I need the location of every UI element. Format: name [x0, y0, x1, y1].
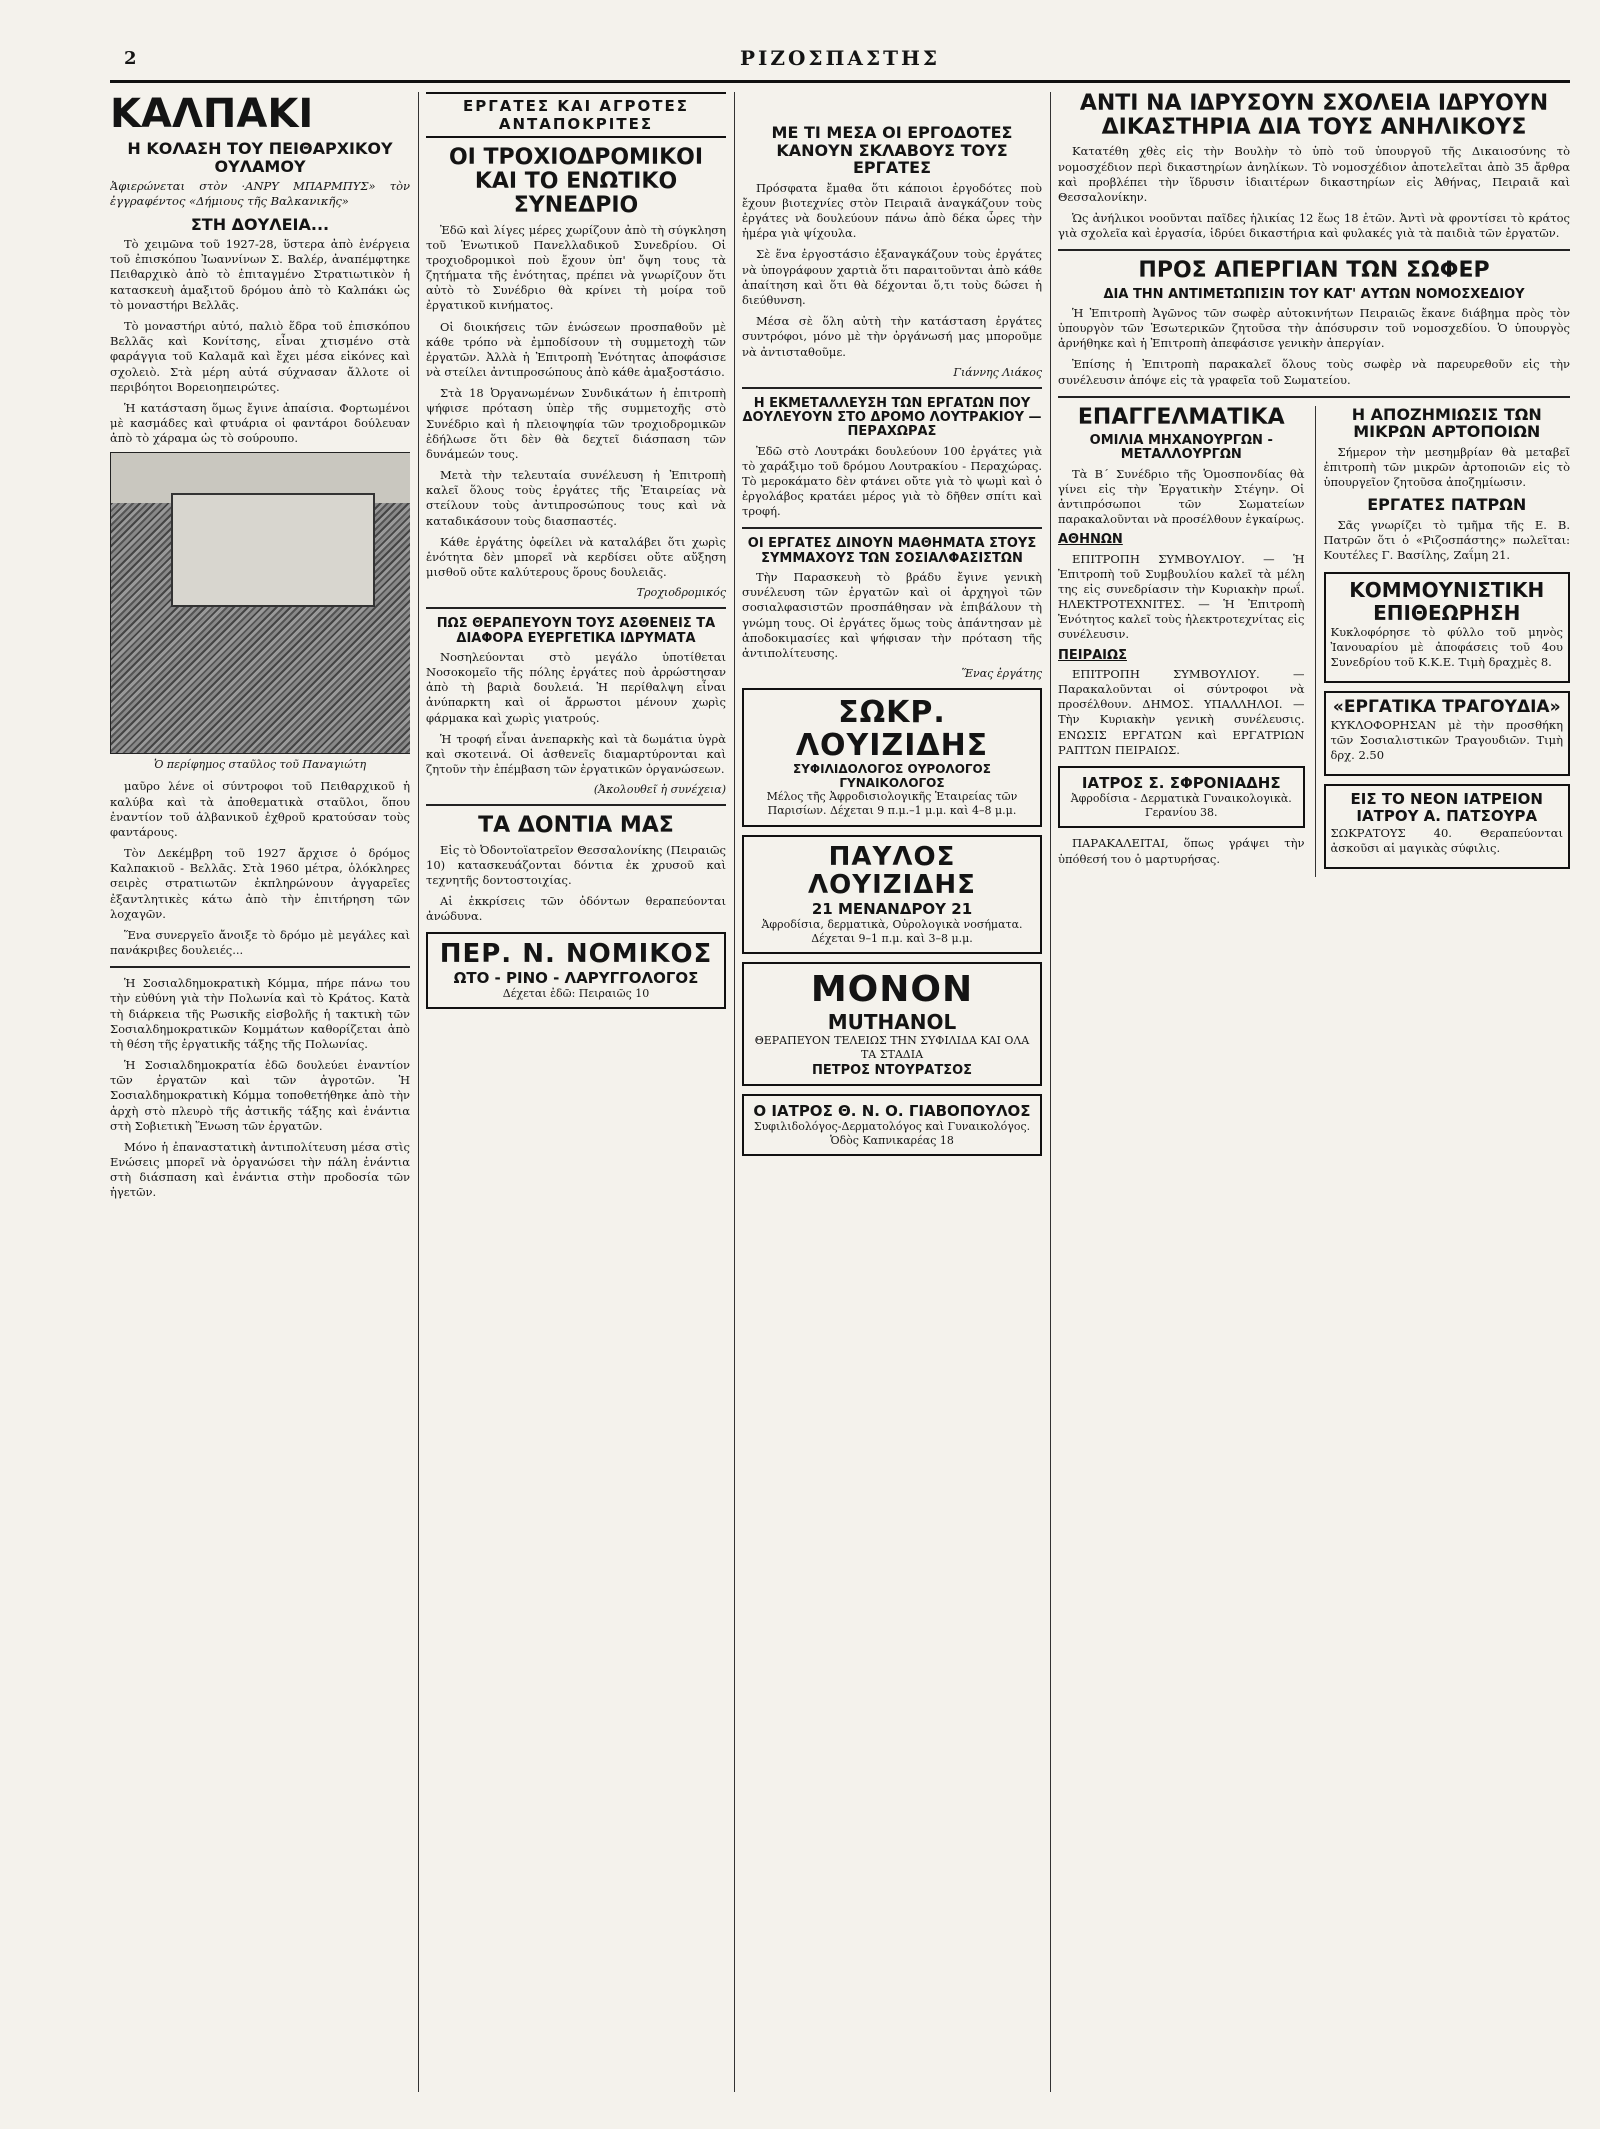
ad-text: Συφιλιδολόγος-Δερματολόγος καὶ Γυναικολόγος. Ὁδὸς Καπνικαρέας 18	[753, 1119, 1031, 1147]
article-title-hospitals: ΠΩΣ ΘΕΡΑΠΕΥΟΥΝ ΤΟΥΣ ΑΣΘΕΝΕΙΣ ΤΑ ΔΙΑΦΟΡΑ ΕΥΕΡΓΕΤΙΚΑ ΙΔΡΥΜΑΤΑ	[436, 616, 716, 646]
column-rule	[734, 92, 735, 2092]
ad-hours: Δέχεται ἐδῶ: Πειραιῶς 10	[502, 986, 650, 1000]
article-title-employers: ΜΕ ΤΙ ΜΕΣΑ ΟΙ ΕΡΓΟΔΟΤΕΣ ΚΑΝΟΥΝ ΣΚΛΑΒΟΥΣ ΤΟΥΣ ΕΡΓΑΤΕΣ	[771, 123, 1013, 178]
paragraph: Σὲ ἕνα ἐργοστάσιο ἐξαναγκάζουν τοὺς ἐργάτες νὰ ὑπογράφουν χαρτιὰ ὅτι παραιτοῦνται ἀπὸ κάθε ἀπαίτηση καὶ ὅτι θὰ δέχονται ὅ,τι τοὺς δώσει ἡ διεύθυνση.	[742, 247, 1042, 307]
signature: Γιάννης Λιάκος	[953, 365, 1042, 379]
paragraph: Τὰ Β΄ Συνέδριο τῆς Ὁμοσπονδίας θὰ γίνει εἰς τὴν Ἐργατικὴν Στέγην. Οἱ ἀντιπρόσωποι τῶν Σωματείων παρακαλοῦνται νὰ προσέλθουν ἐγκαίρως.	[1058, 466, 1305, 527]
ad-name: ΣΩΚΡ. ΛΟΥΙΖΙΔΗΣ	[795, 695, 989, 764]
advertisement-giavopoulos	[742, 1094, 1042, 1157]
ad-seller: ΠΕΤΡΟΣ ΝΤΟΥΡΑΤΣΟΣ	[811, 1062, 973, 1078]
paragraph: Μετὰ τὴν τελευταία συνέλευση ἡ Ἐπιτροπὴ καλεῖ ὅλους τοὺς ἐργάτες τῆς Ἑταιρείας νὰ στείλουν τοὺς ἀντιπροσώπους τους καὶ νὰ καταδικάσουν τοὺς διασπαστές.	[426, 468, 726, 528]
ad-headline: ΜΟΝΟΝ	[810, 969, 974, 1011]
paragraph: Σήμερον τὴν μεσημβρίαν θὰ μεταβεῖ ἐπιτροπὴ τῶν μικρῶν ἀρτοποιῶν εἰς τὸ ὑπουργεῖον ζητοῦσα ἀποζημίωσιν.	[1323, 444, 1570, 490]
paragraph: Τὸν Δεκέμβρη τοῦ 1927 ἄρχισε ὁ δρόμος Καλπακιοῦ - Βελλᾶς. Στὰ 1960 μέτρα, ὁλόκληρες σειρὲς στρατιωτῶν ἐκπληρώνουν ἀγγαρεῖες ἐξαντλητικὲς κάτω ἀπὸ τὴν ἐπιτήρηση τῶν λοχαγῶν.	[110, 846, 410, 921]
ad-brand: MUTHANOL	[827, 1010, 957, 1035]
signature: Ἕνας ἐργάτης	[961, 667, 1042, 681]
article-title-tram: ΟΙ ΤΡΟΧΙΟΔΡΟΜΙΚΟΙ ΚΑΙ ΤΟ ΕΝΩΤΙΚΟ ΣΥΝΕΔΡΙΟ	[448, 145, 704, 219]
divider	[742, 527, 1042, 529]
article-subtitle: ΔΙΑ ΤΗΝ ΑΝΤΙΜΕΤΩΠΙΣΙΝ ΤΟΥ ΚΑΤ' ΑΥΤΩΝ ΝΟΜΟΣΧΕΔΙΟΥ	[1103, 286, 1525, 302]
ad-specialty: ΣΥΦΙΛΙΔΟΛΟΓΟΣ ΟΥΡΟΛΟΓΟΣ ΓΥΝΑΙΚΟΛΟΓΟΣ	[793, 762, 991, 791]
paragraph: Ἡ Σοσιαλδημοκρατικὴ Κόμμα, πήρε πάνω του τὴν εὐθύνη γιὰ τὴν Πολωνία καὶ τὸ Κράτος. Κατὰ τὴ διάρκεια τῆς Ρωσικῆς εἰσβολῆς ἡ τακτικὴ τῶν Σοσιαλδημοκρατικῶν Κομμάτων καθορίζεται ἀπὸ τὴ θέση τῆς ἐργατικῆς τάξης τῆς Πολωνίας.	[110, 976, 410, 1051]
advertisement-muthanol	[742, 962, 1042, 1085]
article-subtitle: Η ΚΟΛΑΣΗ ΤΟΥ ΠΕΙΘΑΡΧΙΚΟΥ ΟΥΛΑΜΟΥ	[127, 139, 393, 176]
ad-text: Μέλος τῆς Ἀφροδισιολογικῆς Ἑταιρείας τῶν Παρισίων. Δέχεται 9 π.μ.–1 μ.μ. καὶ 4–8 μ.μ.	[766, 790, 1018, 818]
paragraph: Ἐδῶ καὶ λίγες μέρες χωρίζουν ἀπὸ τὴ σύγκληση τοῦ Ἑνωτικοῦ Πανελλαδικοῦ Συνεδρίου. Οἱ τροχιοδρομικοὶ ποὺ ἔχουν ὑπ' ὄψη τους τὰ ζητήματα τῆς ἑνότητας, πρέπει νὰ γνωρίζουν ὅτι αὐτὸ τὸ Συνέδριο θὰ κρίνει τὴ μοίρα τοῦ ἐργατικοῦ κινήματος.	[426, 222, 726, 313]
article-title-loutraki: Η ΕΚΜΕΤΑΛΛΕΥΣΗ ΤΩΝ ΕΡΓΑΤΩΝ ΠΟΥ ΔΟΥΛΕΥΟΥΝ ΣΤΟ ΔΡΟΜΟ ΛΟΥΤΡΑΚΙΟΥ — ΠΕΡΑΧΩΡΑΣ	[742, 395, 1042, 440]
ad-name: ΙΑΤΡΟΣ Σ. ΣΦΡΟΝΙΑΔΗΣ	[1081, 773, 1281, 792]
lower-split	[1058, 406, 1570, 877]
newspaper-name: ΡΙΖΟΣΠΑΣΤΗΣ	[739, 46, 941, 70]
article-title-workers-lessons: ΟΙ ΕΡΓΑΤΕΣ ΔΙΝΟΥΝ ΜΑΘΗΜΑΤΑ ΣΤΟΥΣ ΣΥΜΜΑΧΟΥΣ ΤΩΝ ΣΟΣΙΑΛΦΑΣΙΣΤΩΝ	[747, 536, 1037, 566]
signature: (Ἀκολουθεῖ ἡ συνέχεια)	[593, 783, 726, 797]
box-text: ΚΥΚΛΟΦΟΡΗΣΑΝ μὲ τὴν προσθήκη τῶν Σοσιαλιστικῶν Τραγουδιῶν. Τιμὴ δρχ. 2.50	[1330, 717, 1563, 762]
ad-name: ΠΑΥΛΟΣ ΛΟΥΙΖΙΔΗΣ	[808, 841, 976, 901]
advertisement-nomikos	[426, 932, 726, 1009]
column-1	[110, 92, 410, 2092]
advertisement-p-louizidis	[742, 835, 1042, 955]
paragraph: Ἐπίσης ἡ Ἐπιτροπὴ παρακαλεῖ ὅλους τοὺς σωφὲρ νὰ παρευρεθοῦν εἰς τὴν συνέλευσιν ἀπόψε εἰς τὰ γραφεῖα τοῦ Σωματείου.	[1058, 357, 1570, 387]
signature: Τροχιοδρομικός	[636, 586, 726, 600]
box-workers-songs	[1324, 691, 1571, 776]
page-number: 2	[124, 48, 137, 69]
paragraph: Οἱ διοικήσεις τῶν ἑνώσεων προσπαθοῦν μὲ κάθε τρόπο νὰ ἐμποδίσουν τὴ συμμετοχὴ τῶν ἐργατῶν. Ἀλλὰ ἡ Ἐπιτροπὴ Ἑνότητας ἀποφάσισε νὰ στείλει ἀντιπροσώπους ἀπὸ κάθε ἀμαξοστάσιο.	[426, 319, 726, 380]
ad-address: 21 ΜΕΝΑΝΔΡΟΥ 21	[811, 899, 973, 918]
notice: ΠΑΡΑΚΑΛΕΙΤΑΙ, ὅπως γράψει τὴν ὑπόθεσή του ὁ μαρτυρήσας.	[1058, 836, 1305, 866]
section-heading: ΕΠΑΓΓΕΛΜΑΤΙΚΑ	[1077, 404, 1285, 430]
divider	[426, 607, 726, 609]
city-heading: ΠΕΙΡΑΙΩΣ	[1058, 647, 1127, 663]
paragraph: Ἡ τροφή εἶναι ἀνεπαρκὴς καὶ τὰ δωμάτια ὑγρὰ καὶ σκοτεινά. Οἱ ἀσθενεῖς διαμαρτύρονται καὶ ζητοῦν τὴν ἐπέμβαση τῶν ἐργατικῶν ὀργανώσεων.	[426, 731, 726, 777]
paragraph: Κάθε ἐργάτης ὀφείλει νὰ καταλάβει ὅτι χωρὶς ἑνότητα δὲν μπορεῖ νὰ κερδίσει οὔτε αὔξηση μισθοῦ οὔτε καλύτερους ὅρους δουλειᾶς.	[426, 534, 726, 580]
article-title-teeth: ΤΑ ΔΟΝΤΙΑ ΜΑΣ	[478, 813, 674, 839]
paragraph: Στὰ 18 Ὀργανωμένων Συνδικάτων ἡ ἐπιτροπὴ ψήφισε πρόταση ὑπὲρ τῆς συμμετοχῆς στὸ Συνέδριο καὶ ἡ πλειοψηφία τῶν τροχιοδρομικῶν ἐδήλωσε ὅτι δὲν θὰ δεχτεῖ διάσπαση τῶν δυνάμεών τους.	[426, 386, 726, 461]
paragraph: Σᾶς γνωρίζει τὸ τμῆμα τῆς Ε. Β. Πατρῶν ὅτι ὁ «Ριζοσπάστης» πωλεῖται: Κουτέλες Γ. Βασίλης, Ζαΐμη 21.	[1323, 518, 1570, 563]
box-text: Κυκλοφόρησε τὸ φύλλο τοῦ μηνὸς Ἰανουαρίου μὲ ἀποφάσεις τοῦ 4ου Συνεδρίου τοῦ Κ.Κ.Ε. Τιμὴ δραχμὲς 8.	[1330, 624, 1563, 669]
box-new-clinic	[1324, 784, 1571, 869]
article-title-drivers-strike: ΠΡΟΣ ΑΠΕΡΓΙΑΝ ΤΩΝ ΣΩΦΕΡ	[1138, 258, 1490, 284]
paragraph: Μόνο ἡ ἐπαναστατικὴ ἀντιπολίτευση μέσα στὶς Ενώσεις μπορεῖ νὰ ὀργανώσει τὴν πάλη ἐνάντια στὴ διάσπαση καὶ ἐνάντια στὴν προδοσία τῶν ἡγετῶν.	[110, 1139, 410, 1200]
ad-name: Ο ΙΑΤΡΟΣ Θ. Ν. Ο. ΓΙΑΒΟΠΟΥΛΟΣ	[753, 1101, 1031, 1120]
city-heading: ΑΘΗΝΩΝ	[1058, 532, 1123, 548]
divider	[426, 804, 726, 806]
paragraph: Ὡς ἀνήλικοι νοοῦνται παῖδες ἡλικίας 12 ἕως 18 ἐτῶν. Ἀντὶ νὰ φροντίσει τὸ κράτος γιὰ σχολεῖα καὶ ἐργασία, ἱδρύει δικαστήρια καὶ φυλακές γιὰ τὰ παιδιὰ τῶν ἐργατῶν.	[1058, 211, 1570, 241]
column-rule	[418, 92, 419, 2092]
article-title-kalpaki: ΚΑΛΠΑΚΙ	[110, 92, 314, 137]
subheading: ΟΜΙΛΙΑ ΜΗΧΑΝΟΥΡΓΩΝ - ΜΕΤΑΛΛΟΥΡΓΩΝ	[1089, 432, 1273, 463]
paragraph: Ἕνα συνεργεῖο ἄνοιξε τὸ δρόμο μὲ μεγάλες καὶ πανάκριβες δουλειές...	[110, 927, 410, 958]
box-title: ΚΟΜΜΟΥΝΙΣΤΙΚΗ ΕΠΙΘΕΩΡΗΣΗ	[1349, 577, 1545, 625]
ad-name: ΠΕΡ. Ν. ΝΟΜΙΚΟΣ	[439, 939, 713, 970]
box-communist-review	[1324, 572, 1571, 684]
paragraph: Ἡ Ἐπιτροπὴ Ἀγῶνος τῶν σωφὲρ αὐτοκινήτων Πειραιῶς ἔκανε διάβημα πρὸς τὸν ὑπουργὸν τῶν Ἐσωτερικῶν ζητοῦσα τὴν ἀπόσυρσιν τοῦ νομοσχεδίου. Ὁ ὑπουργὸς ἀρνήθηκε καὶ ἡ Ἐπιτροπὴ ἀπεφάσισε γενικὴν ἀπεργίαν.	[1058, 305, 1570, 351]
professional-column	[1058, 406, 1305, 877]
column-4	[1058, 92, 1570, 2092]
divider	[742, 387, 1042, 389]
dedication: Ἀφιερώνεται στὸν ·ΑΝΡΥ ΜΠΑΡΜΠΥΣ» τὸν ἐγγραφέντος «Δήμιους τῆς Βαλκανικῆς»	[110, 179, 410, 209]
ad-specialty: ΩΤΟ - ΡΙΝΟ - ΛΑΡΥΓΓΟΛΟΓΟΣ	[453, 968, 699, 987]
column-rule	[1050, 92, 1051, 2092]
paragraph: μαῦρο λένε οἱ σύντροφοι τοῦ Πειθαρχικοῦ ἡ καλύβα καὶ τὰ ἀποθεματικὰ σταῦλοι, ὅπου ἐναντίον τοῦ ἀλβανικοῦ ἐχθροῦ κρατούσαν τοὺς φαντάρους.	[110, 779, 410, 839]
article-title-patras: ΕΡΓΑΤΕΣ ΠΑΤΡΩΝ	[1367, 495, 1527, 515]
ad-text: Ἀφροδίσια, δερματικὰ, Οὐρολογικὰ νοσήματα. Δέχεται 9–1 π.μ. καὶ 3–8 μ.μ.	[761, 917, 1023, 946]
notices-column	[1315, 406, 1571, 877]
paragraph: Ἐδῶ στὸ Λουτράκι δουλεύουν 100 ἐργάτες γιὰ τὸ χαράξιμο τοῦ δρόμου Λουτρακίου - Περαχώρας. Τὸ μεροκάματο δὲν φτάνει οὔτε γιὰ τὸ ψωμὶ καὶ ὁ ἐργολάβος κρατάει μέρος γιὰ τὸ δῆθεν σπίτι καὶ τροφή.	[742, 443, 1042, 519]
column-3	[742, 92, 1042, 2092]
paragraph: Ἡ Σοσιαλδημοκρατία ἐδῶ δουλεύει ἐναντίον τῶν ἐργατῶν καὶ τῶν ἀγροτῶν. Ἡ Σοσιαλδημοκρατικὴ Κόμμα τοποθετήθηκε ἀπὸ τὴν ἀρχὴ στὸ πλευρὸ τῆς ἀστικῆς τάξης καὶ ἐνάντια στὴ Σοβιετικὴ Ἕνωση τῶν ἐργατῶν.	[110, 1058, 410, 1133]
divider	[1058, 249, 1570, 251]
advertisement-sfroniadis	[1058, 766, 1305, 829]
section-heading: ΣΤΗ ΔΟΥΛΕΙΑ...	[190, 214, 330, 234]
box-title: ΕΙΣ ΤΟ ΝΕΟΝ ΙΑΤΡΕΙΟΝ ΙΑΤΡΟΥ Α. ΠΑΤΣΟΥΡΑ	[1350, 790, 1543, 826]
paragraph: Μέσα σὲ ὅλη αὐτὴ τὴν κατάσταση ἐργάτες συντρόφοι, μόνο μὲ τὴν ὀργάνωσή μας μποροῦμε νὰ ἀντισταθοῦμε.	[742, 314, 1042, 359]
paragraph: Τὸ χειμῶνα τοῦ 1927-28, ὕστερα ἀπὸ ἐνέργεια τοῦ ἐπισκόπου Ἰωαννίνων Σ. Βαλέρ, ἀναπέμφτηκε Πειθαρχικὸ ἀπὸ τὸ ἐπιταγμένο Στρατιωτικὸν ἡ κατασκευὴ ἁμαξιτοῦ δρόμου ἀπὸ τὸ Καλπάκι ὡς τὸ μοναστήρι Βελλᾶς.	[110, 237, 410, 312]
paragraph: Αἱ ἐκκρίσεις τῶν ὀδόντων θεραπεύονται ἀνώδυνα.	[426, 894, 726, 924]
photo-building	[171, 493, 375, 607]
paragraph: Νοσηλεύονται στὸ μεγάλο ὑποτίθεται Νοσοκομεῖο τῆς πόλης ἐργάτες ποὺ ἀρρώστησαν ἀπὸ τὴ βαριὰ δουλειά. Ἡ περίθαλψη εἶναι ἀνύπαρκτη καὶ οἱ ἄρρωστοι μένουν χωρὶς φάρμακα καὶ χωρὶς γιατρούς.	[426, 649, 726, 725]
photo-caption: Ὁ περίφημος σταῦλος τοῦ Παναγιώτη	[153, 758, 367, 772]
paragraph: ΕΠΙΤΡΟΠΗ ΣΥΜΒΟΥΛΙΟΥ. — Ἡ Ἐπιτροπὴ τοῦ Συμβουλίου καλεῖ τὰ μέλη της εἰς συνεδρίασιν τὴν Κυριακὴν πρωΐ. ΗΛΕΚΤΡΟΤΕΧΝΙΤΕΣ. — Ἡ Ἐπιτροπὴ Ἑνότητος καλεῖ τοὺς ἠλεκτροτεχνίτας εἰς συνέλευσιν.	[1058, 551, 1305, 642]
divider	[110, 966, 410, 968]
advertisement-s-louizidis	[742, 688, 1042, 827]
section-banner: ΕΡΓΑΤΕΣ ΚΑΙ ΑΓΡΟΤΕΣ ΑΝΤΑΠΟΚΡΙΤΕΣ	[426, 92, 726, 138]
paragraph: Τὴν Παρασκευὴ τὸ βράδυ ἔγινε γενικὴ συνέλευση τῶν ἐργατῶν καὶ οἱ ἀρχηγοὶ τῶν σοσιαλφασιστῶν προσπάθησαν νὰ ἐπιβάλουν τὴ γνώμη τους. Οἱ ἐργάτες ὅμως τοὺς ἀπάντησαν μὲ ἀποδοκιμασίες καὶ ψήφισαν τὴν πρόταση τῆς ἀντιπολίτευσης.	[742, 570, 1042, 660]
ad-text: ΘΕΡΑΠΕΥΟΝ ΤΕΛΕΙΩΣ ΤΗΝ ΣΥΦΙΛΙΔΑ ΚΑΙ ΟΛΑ ΤΑ ΣΤΑΔΙΑ	[754, 1034, 1030, 1062]
paragraph: Κατατέθη χθὲς εἰς τὴν Βουλὴν τὸ ὑπὸ τοῦ ὑπουργοῦ τῆς Δικαιοσύνης τὸ νομοσχέδιον περὶ δικαστηρίων ἀνηλίκων. Τὸ νομοσχέδιον ἀποτελεῖται ἀπὸ 35 ἄρθρα καὶ προβλέπει τὴν ἵδρυσιν ἰδιαιτέρων δικαστηρίων εἰς Ἀθήνας, Πειραιᾶ καὶ Θεσσαλονίκην.	[1058, 144, 1570, 204]
article-title-juvenile-courts: ΑΝΤΙ ΝΑ ΙΔΡΥΣΟΥΝ ΣΧΟΛΕΙΑ ΙΔΡΥΟΥΝ ΔΙΚΑΣΤΗΡΙΑ ΔΙΑ ΤΟΥΣ ΑΝΗΛΙΚΟΥΣ	[1079, 92, 1549, 141]
paragraph: Εἰς τὸ Ὀδοντοϊατρεῖον Θεσσαλονίκης (Πειραιῶς 10) κατασκευάζονται δόντια ἐκ χρυσοῦ καὶ τεχνητῆς δοντοστοιχίας.	[426, 842, 726, 887]
box-title: «ΕΡΓΑΤΙΚΑ ΤΡΑΓΟΥΔΙΑ»	[1332, 697, 1561, 718]
column-2	[426, 92, 726, 2092]
paragraph: Πρόσφατα ἔμαθα ὅτι κάποιοι ἐργοδότες ποὺ ἔχουν βιοτεχνίες στὸν Πειραιᾶ ἀναγκάζουν τοὺς ἐργάτες νὰ δουλεύουν πάνω ἀπὸ δέκα ὧρες τὴν ἡμέρα γιὰ ψίχουλα.	[742, 180, 1042, 241]
article-title-bakers: Η ΑΠΟΖΗΜΙΩΣΙΣ ΤΩΝ ΜΙΚΡΩΝ ΑΡΤΟΠΟΙΩΝ	[1351, 404, 1542, 442]
divider	[1058, 396, 1570, 398]
masthead	[110, 40, 1570, 83]
box-text: ΣΩΚΡΑΤΟΥΣ 40. Θεραπεύονται ἀσκοῦσι αἱ μαγικὰς σύφιλις.	[1330, 825, 1563, 855]
newspaper-page	[110, 40, 1570, 2100]
paragraph: ΕΠΙΤΡΟΠΗ ΣΥΜΒΟΥΛΙΟΥ. — Παρακαλοῦνται οἱ σύντροφοι νὰ προσέλθουν. ΔΗΜΟΣ. ΥΠΑΛΛΗΛΟΙ. — Τὴν Κυριακὴν γενικὴ συνέλευσις. ΕΝΩΣΙΣ ΕΡΓΑΤΩΝ καὶ ΕΡΓΑΤΡΙΩΝ ΡΑΠΤΩΝ ΠΕΙΡΑΙΩΣ.	[1058, 666, 1305, 757]
photo-stable	[110, 452, 410, 754]
ad-text: Ἀφροδίσια - Δερματικὰ Γυναικολογικὰ. Γερανίου 38.	[1070, 791, 1292, 820]
paragraph: Ἡ κατάσταση ὅμως ἔγινε ἀπαίσια. Φορτωμένοι μὲ κασμάδες καὶ φτυάρια οἱ φαντάροι δούλευαν ἀπὸ τὸ χάραμα ὡς τὸ σούρουπο.	[110, 400, 410, 446]
paragraph: Τὸ μοναστήρι αὐτό, παλιὸ ἕδρα τοῦ ἐπισκόπου Βελλᾶς καὶ Κονίτσης, εἶναι χτισμένο στὰ φαράγγια τοῦ Καλαμᾶ καὶ ἔχει μέσα εἰκόνες καὶ σχολειὸ. Στὰ μέρη αὐτά σύχνασαν ἄλλοτε οἱ περιβόητοι Βορειοηπειρώτες.	[110, 318, 410, 394]
